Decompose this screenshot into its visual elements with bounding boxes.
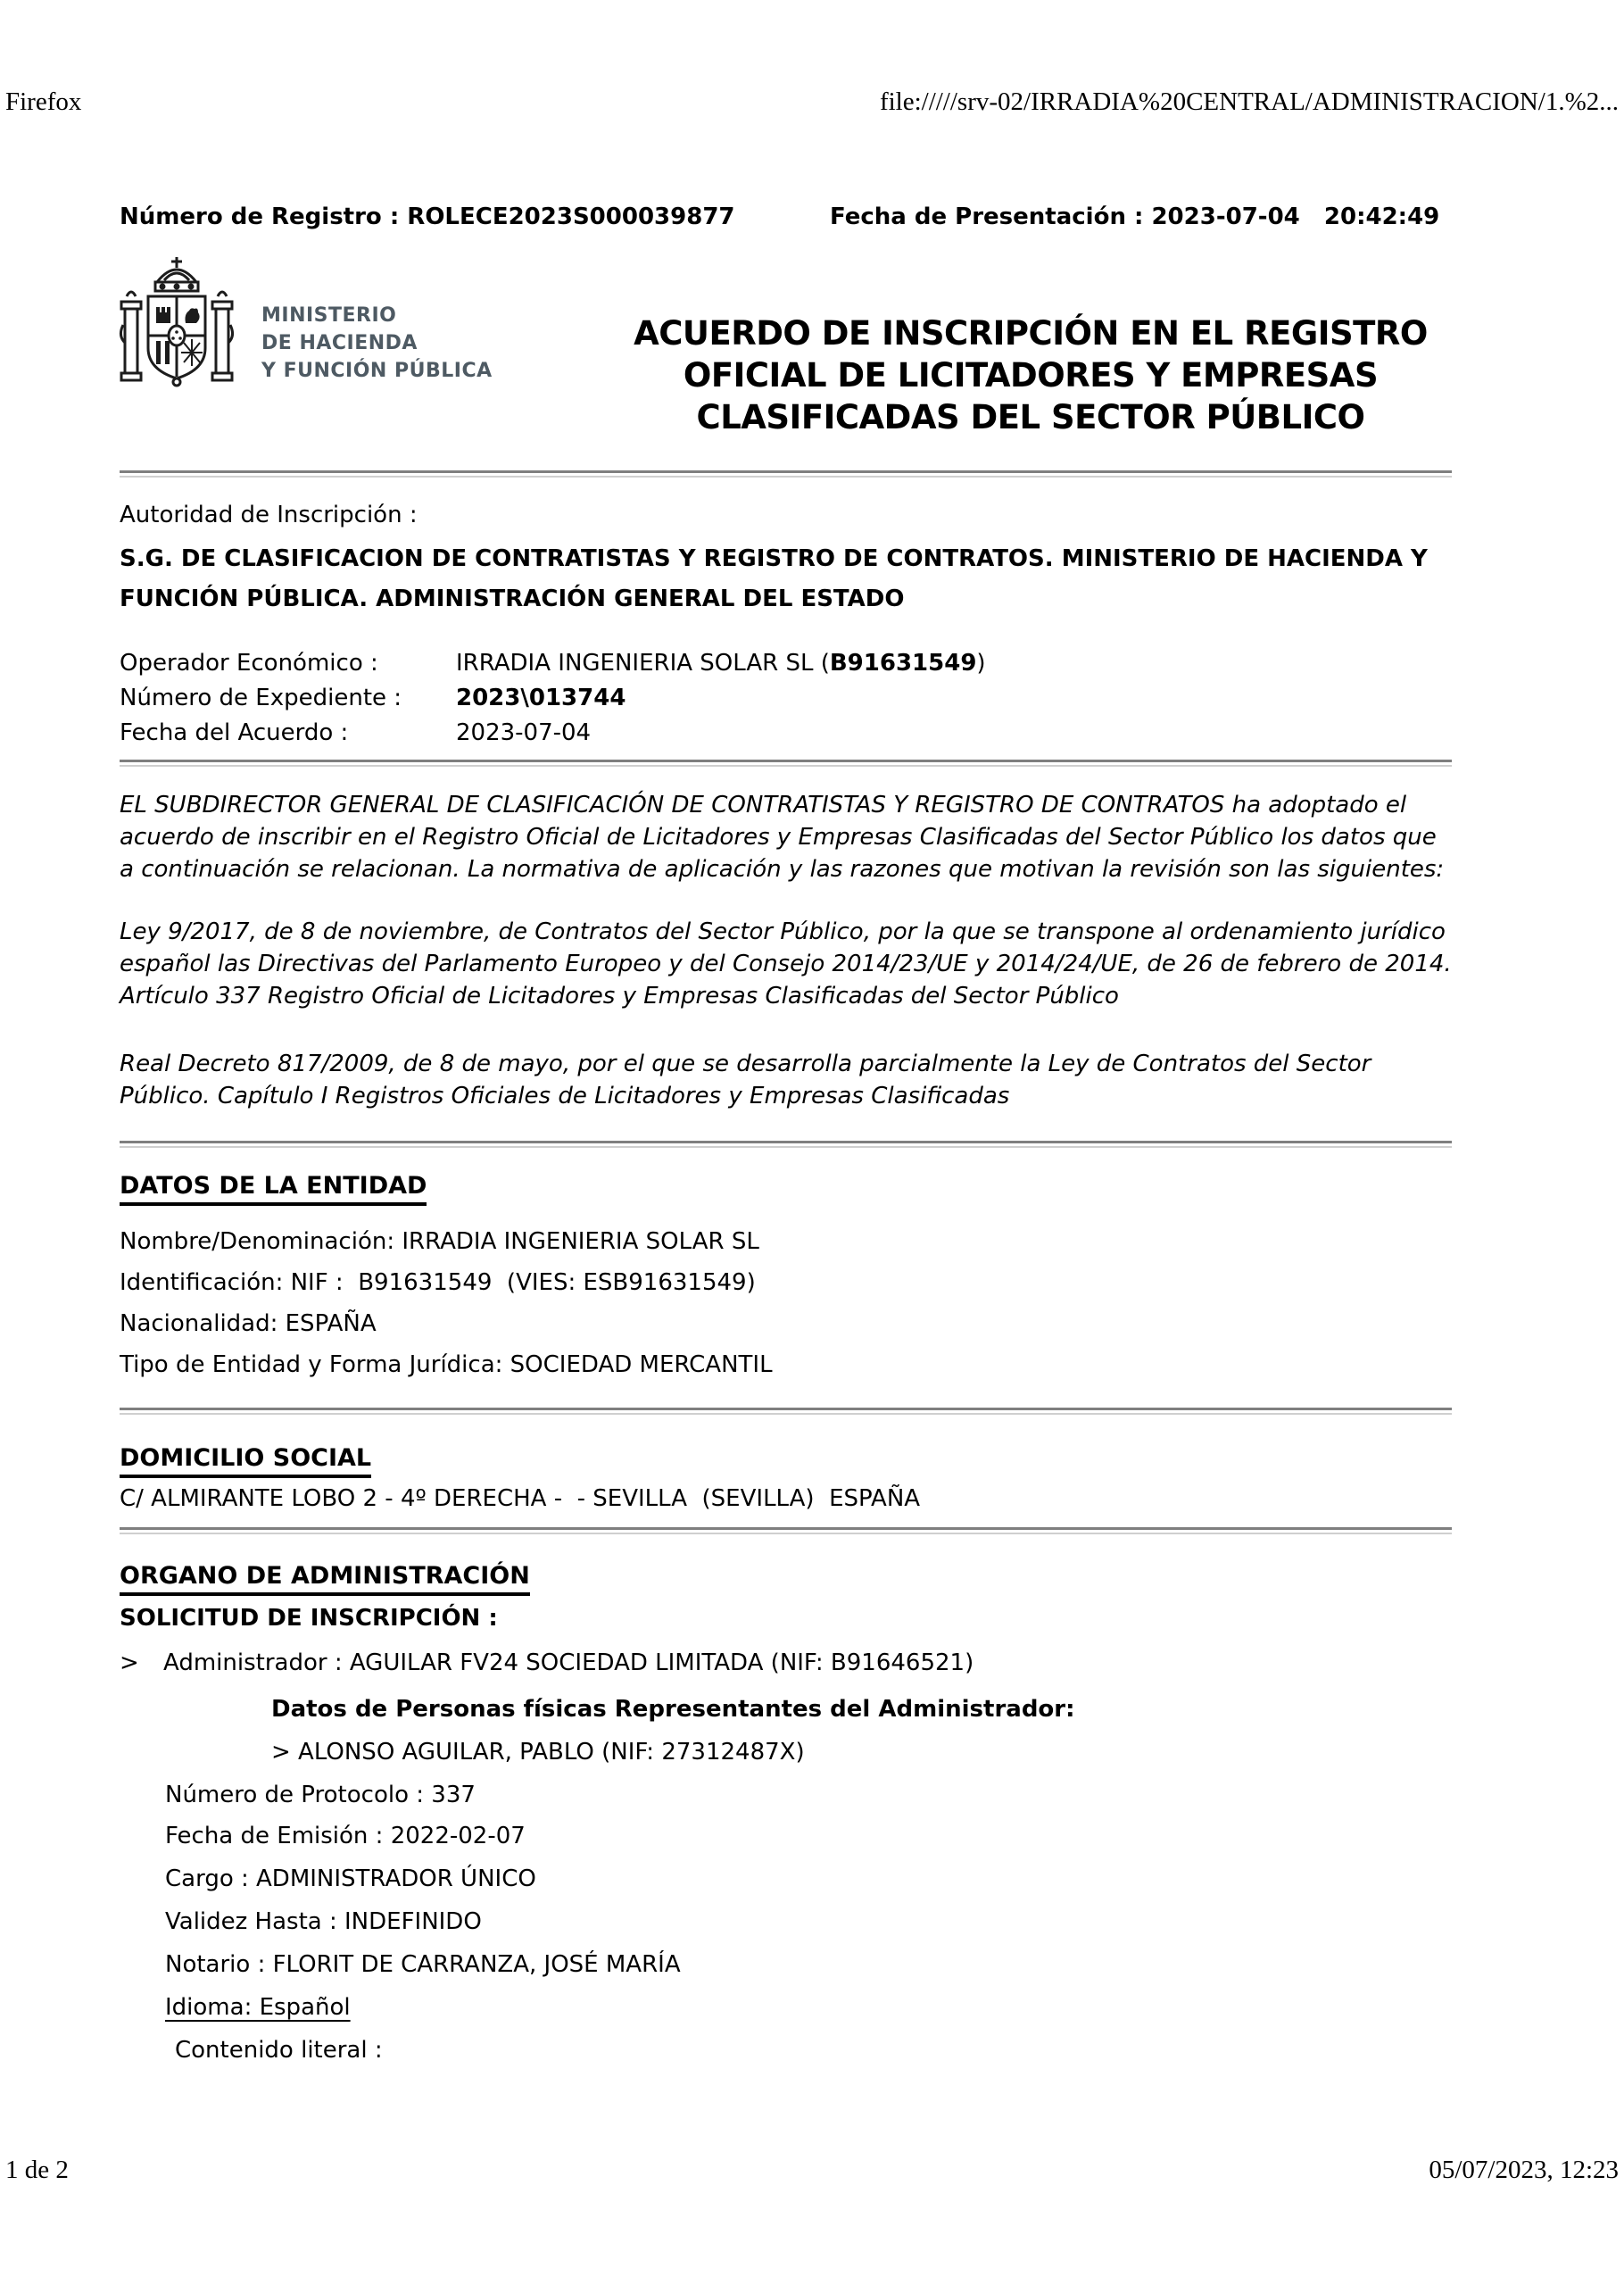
address-line: C/ ALMIRANTE LOBO 2 - 4º DERECHA - - SEVILLA (SEVILLA) ESPAÑA — [120, 1485, 921, 1512]
list-bullet: > — [120, 1649, 139, 1676]
print-header-app-name: Firefox — [5, 87, 82, 116]
representative-row: > ALONSO AGUILAR, PABLO (NIF: 27312487X) — [271, 1739, 805, 1766]
document-title-line: OFICIAL DE LICITADORES Y EMPRESAS — [683, 356, 1379, 395]
detail-row: Notario : FLORIT DE CARRANZA, JOSÉ MARÍA — [165, 1951, 681, 1978]
entity-row: Nacionalidad: ESPAÑA — [120, 1310, 377, 1337]
registry-number: Número de Registro : ROLECE2023S000039877 — [120, 204, 735, 230]
acuerdo-row — [120, 719, 591, 746]
authority-value: S.G. DE CLASIFICACION DE CONTRATISTAS Y REGISTRO DE CONTRATOS. MINISTERIO DE HACIENDA Y FUNCIÓN PÚBLICA. ADMINISTRACIÓN GENERAL DEL ESTADO — [120, 545, 1428, 612]
administrator-value: Administrador : AGUILAR FV24 SOCIEDAD LIMITADA (NIF: B91646521) — [163, 1649, 974, 1676]
print-footer-page-number: 1 de 2 — [5, 2156, 69, 2184]
authority-label: Autoridad de Inscripción : — [120, 502, 418, 528]
section-heading-organo: ORGANO DE ADMINISTRACIÓN — [120, 1562, 530, 1596]
ministry-name-line: MINISTERIO — [261, 304, 397, 327]
document-title-line: CLASIFICADAS DEL SECTOR PÚBLICO — [696, 398, 1365, 436]
document-title-line: ACUERDO DE INSCRIPCIÓN EN EL REGISTRO — [634, 314, 1428, 353]
operator-value: IRRADIA INGENIERIA SOLAR SL (B91631549) — [456, 650, 986, 677]
operator-label: Operador Económico : — [120, 650, 378, 677]
presentation-date: Fecha de Presentación : 2023-07-04 20:42:49 — [830, 204, 1440, 230]
document-title — [584, 312, 1477, 438]
entity-row: Tipo de Entidad y Forma Jurídica: SOCIEDAD MERCANTIL — [120, 1351, 773, 1378]
print-footer-timestamp: 05/07/2023, 12:23 — [1429, 2156, 1619, 2184]
print-header-file-path: file://///srv-02/IRRADIA%20CENTRAL/ADMINISTRACION/1.%2... — [879, 87, 1619, 116]
acuerdo-label: Fecha del Acuerdo : — [120, 719, 349, 746]
legal-paragraph: Real Decreto 817/2009, de 8 de mayo, por el que se desarrolla parcialmente la Ley de Contratos del Sector Público. Capítulo I Registros Oficiales de Licitadores y Empresas Clasificadas — [120, 1051, 1371, 1109]
legal-paragraph: EL SUBDIRECTOR GENERAL DE CLASIFICACIÓN DE CONTRATISTAS Y REGISTRO DE CONTRATOS ha adoptado el acuerdo de inscribir en el Registro Oficial de Licitadores y Empresas Clasificadas del Sector Público los datos que a continuación se relacionan. La normativa de aplicación y las razones que motivan la revisión son las siguientes: — [120, 792, 1445, 883]
representatives-heading: Datos de Personas físicas Representantes del Administrador: — [271, 1696, 1075, 1723]
section-heading-domicilio: DOMICILIO SOCIAL — [120, 1444, 371, 1478]
divider — [120, 1141, 1452, 1148]
section-heading-entidad: DATOS DE LA ENTIDAD — [120, 1172, 427, 1206]
language-row: Idioma: Español — [165, 1994, 351, 2021]
detail-row: Número de Protocolo : 337 — [165, 1782, 476, 1808]
ministry-name-line: Y FUNCIÓN PÚBLICA — [261, 360, 493, 382]
expediente-value: 2023\013744 — [456, 685, 626, 711]
expediente-row — [120, 685, 626, 711]
solicitud-heading: SOLICITUD DE INSCRIPCIÓN : — [120, 1605, 498, 1632]
divider — [120, 1527, 1452, 1534]
spain-coat-of-arms-logo — [118, 250, 236, 402]
ministry-name — [261, 302, 493, 385]
ministry-name-line: DE HACIENDA — [261, 332, 418, 354]
detail-row: Fecha de Emisión : 2022-02-07 — [165, 1823, 526, 1849]
operator-row — [120, 650, 986, 677]
registry-bar — [120, 204, 1452, 230]
acuerdo-value: 2023-07-04 — [456, 719, 592, 746]
legal-paragraph: Ley 9/2017, de 8 de noviembre, de Contratos del Sector Público, por la que se transpone al ordenamiento jurídico español las Directivas del Parlamento Europeo y del Consejo 2014/23/UE y 2014/24/UE, de 26 de febrero de 2014. Artículo 337 Registro Oficial de Licitadores y Empresas Clasificadas del Sector Público — [120, 918, 1452, 1010]
detail-row: Cargo : ADMINISTRADOR ÚNICO — [165, 1865, 536, 1892]
detail-row: Validez Hasta : INDEFINIDO — [165, 1908, 482, 1935]
divider — [120, 470, 1452, 478]
divider — [120, 1408, 1452, 1415]
literal-content-label: Contenido literal : — [175, 2037, 383, 2064]
entity-row: Nombre/Denominación: IRRADIA INGENIERIA SOLAR SL — [120, 1228, 759, 1255]
entity-row: Identificación: NIF : B91631549 (VIES: ESB91631549) — [120, 1269, 756, 1296]
administrator-row — [120, 1649, 974, 1676]
expediente-label: Número de Expediente : — [120, 685, 402, 711]
divider — [120, 760, 1452, 767]
